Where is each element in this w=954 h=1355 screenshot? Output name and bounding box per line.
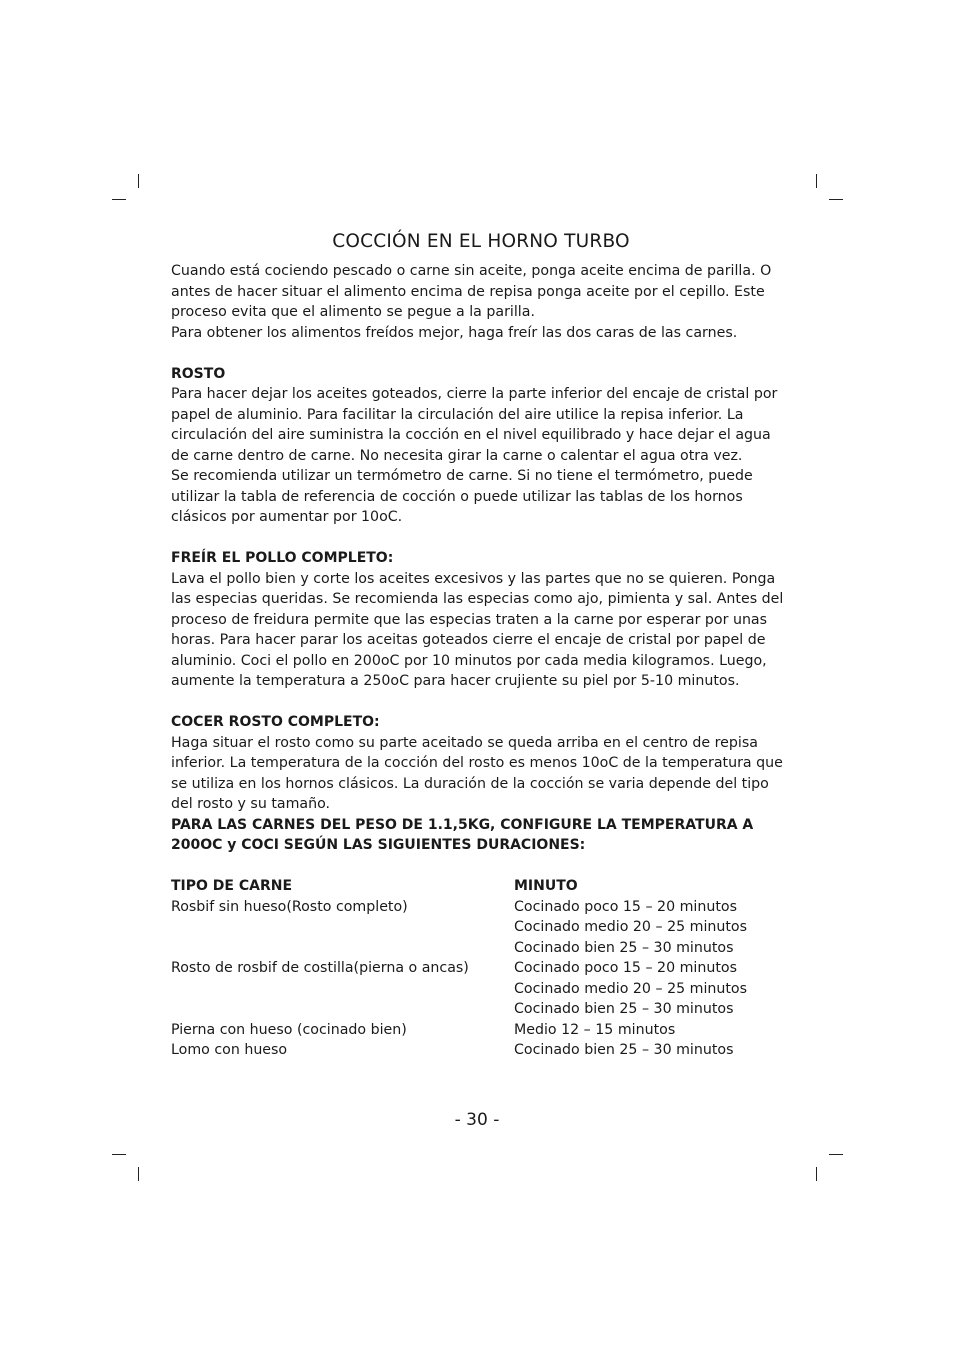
- table-row: [171, 999, 791, 1020]
- table-cell-meat: [171, 917, 514, 938]
- table-cell-meat: [171, 999, 514, 1020]
- table-cell-time: Cocinado bien 25 – 30 minutos: [514, 1001, 734, 1017]
- table-cell-meat: Lomo con hueso: [171, 1042, 288, 1058]
- rosto-completo-paragraph: Haga situar el rosto como su parte aceitado se queda arriba en el centro de repisa inferior. La temperatura de la cocción del rosto es menos 10oC de la temperatura que se utiliza en los hornos clásicos. La duración de la cocción se varia depende del tipo del rosto y su tamaño.: [171, 734, 783, 812]
- section-heading-pollo: FREÍR EL POLLO COMPLETO:: [171, 550, 394, 566]
- table-cell-time: Cocinado poco 15 – 20 minutos: [514, 898, 737, 915]
- table-cell-meat: [171, 938, 514, 959]
- page-title: COCCIÓN EN EL HORNO TURBO: [332, 231, 630, 252]
- crop-mark-bottom-right-vertical: [816, 1167, 817, 1181]
- table-header-minutes: MINUTO: [514, 878, 578, 894]
- intro-paragraph-1: Cuando está cociendo pescado o carne sin aceite, ponga aceite encima de parilla. O antes de hacer situar el alimento encima de repisa ponga aceite por el cepillo. Este proceso evita que el alimento se pegue a la parilla.: [171, 263, 772, 320]
- table-header-meat-type: TIPO DE CARNE: [171, 878, 293, 894]
- crop-mark-top-left-vertical: [138, 174, 139, 188]
- table-row: [171, 917, 791, 938]
- rosto-paragraph-2: Se recomienda utilizar un termómetro de carne. Si no tiene el termómetro, puede utilizar la tabla de referencia de cocción o puede utilizar las tablas de los hornos clásicos por aumentar por 10oC.: [171, 468, 753, 525]
- pollo-paragraph: Lava el pollo bien y corte los aceites excesivos y las partes que no se quieren. Ponga las especias queridas. Se recomienda las especias como ajo, pimienta y sal. Antes del proceso de freidura permite que las especias traten a la carne por esperar por unas horas. Para hacer parar los aceitas goteados cierre el encaje de cristal por papel de aluminio. Coci el pollo en 200oC por 10 minutos por cada media kilogramos. Luego, aumente la temperatura a 250oC para hacer crujiente su piel por 5-10 minutos.: [171, 570, 784, 689]
- crop-mark-bottom-left-horizontal: [112, 1154, 126, 1155]
- weight-note: PARA LAS CARNES DEL PESO DE 1.1,5KG, CONFIGURE LA TEMPERATURA A 200OC y COCI SEGÚN LAS SIGUIENTES DURACIONES:: [171, 816, 754, 853]
- table-cell-time: Cocinado bien 25 – 30 minutos: [514, 1042, 734, 1058]
- page-number: - 30 -: [454, 1110, 500, 1130]
- section-heading-rosto: ROSTO: [171, 365, 226, 382]
- rosto-paragraph-1: Para hacer dejar los aceites goteados, cierre la parte inferior del encaje de cristal por papel de aluminio. Para facilitar la circulación del aire utilice la repisa inferior. La circulación del aire suministra la cocción en el nivel equilibrado y hace dejar el agua de carne dentro de carne. No necesita girar la carne o calentar el agua otra vez.: [171, 386, 778, 464]
- table-cell-meat: [171, 979, 514, 1000]
- table-header-row: [171, 876, 791, 897]
- table-cell-meat: Rosto de rosbif de costilla(pierna o ancas): [171, 960, 469, 976]
- crop-mark-bottom-left-vertical: [138, 1167, 139, 1181]
- table-row: [171, 1020, 791, 1041]
- table-row: [171, 1040, 791, 1061]
- table-cell-meat: Pierna con hueso (cocinado bien): [171, 1021, 407, 1038]
- crop-mark-top-left-horizontal: [112, 199, 126, 200]
- table-cell-time: Medio 12 – 15 minutos: [514, 1021, 676, 1038]
- table-row: [171, 979, 791, 1000]
- table-cell-time: Cocinado bien 25 – 30 minutos: [514, 939, 734, 956]
- table-row: [171, 897, 791, 918]
- table-cell-time: Cocinado poco 15 – 20 minutos: [514, 960, 737, 976]
- section-heading-rosto-completo: COCER ROSTO COMPLETO:: [171, 714, 380, 730]
- cooking-time-table: [171, 876, 791, 1061]
- table-cell-meat: Rosbif sin hueso(Rosto completo): [171, 898, 408, 915]
- table-cell-time: Cocinado medio 20 – 25 minutos: [514, 919, 748, 935]
- crop-mark-top-right-horizontal: [829, 199, 843, 200]
- table-cell-time: Cocinado medio 20 – 25 minutos: [514, 980, 748, 997]
- intro-paragraph-2: Para obtener los alimentos freídos mejor, haga freír las dos caras de las carnes.: [171, 324, 738, 341]
- crop-mark-bottom-right-horizontal: [829, 1154, 843, 1155]
- table-row: [171, 938, 791, 959]
- table-row: [171, 958, 791, 979]
- crop-mark-top-right-vertical: [816, 174, 817, 188]
- document-content: [171, 229, 791, 1061]
